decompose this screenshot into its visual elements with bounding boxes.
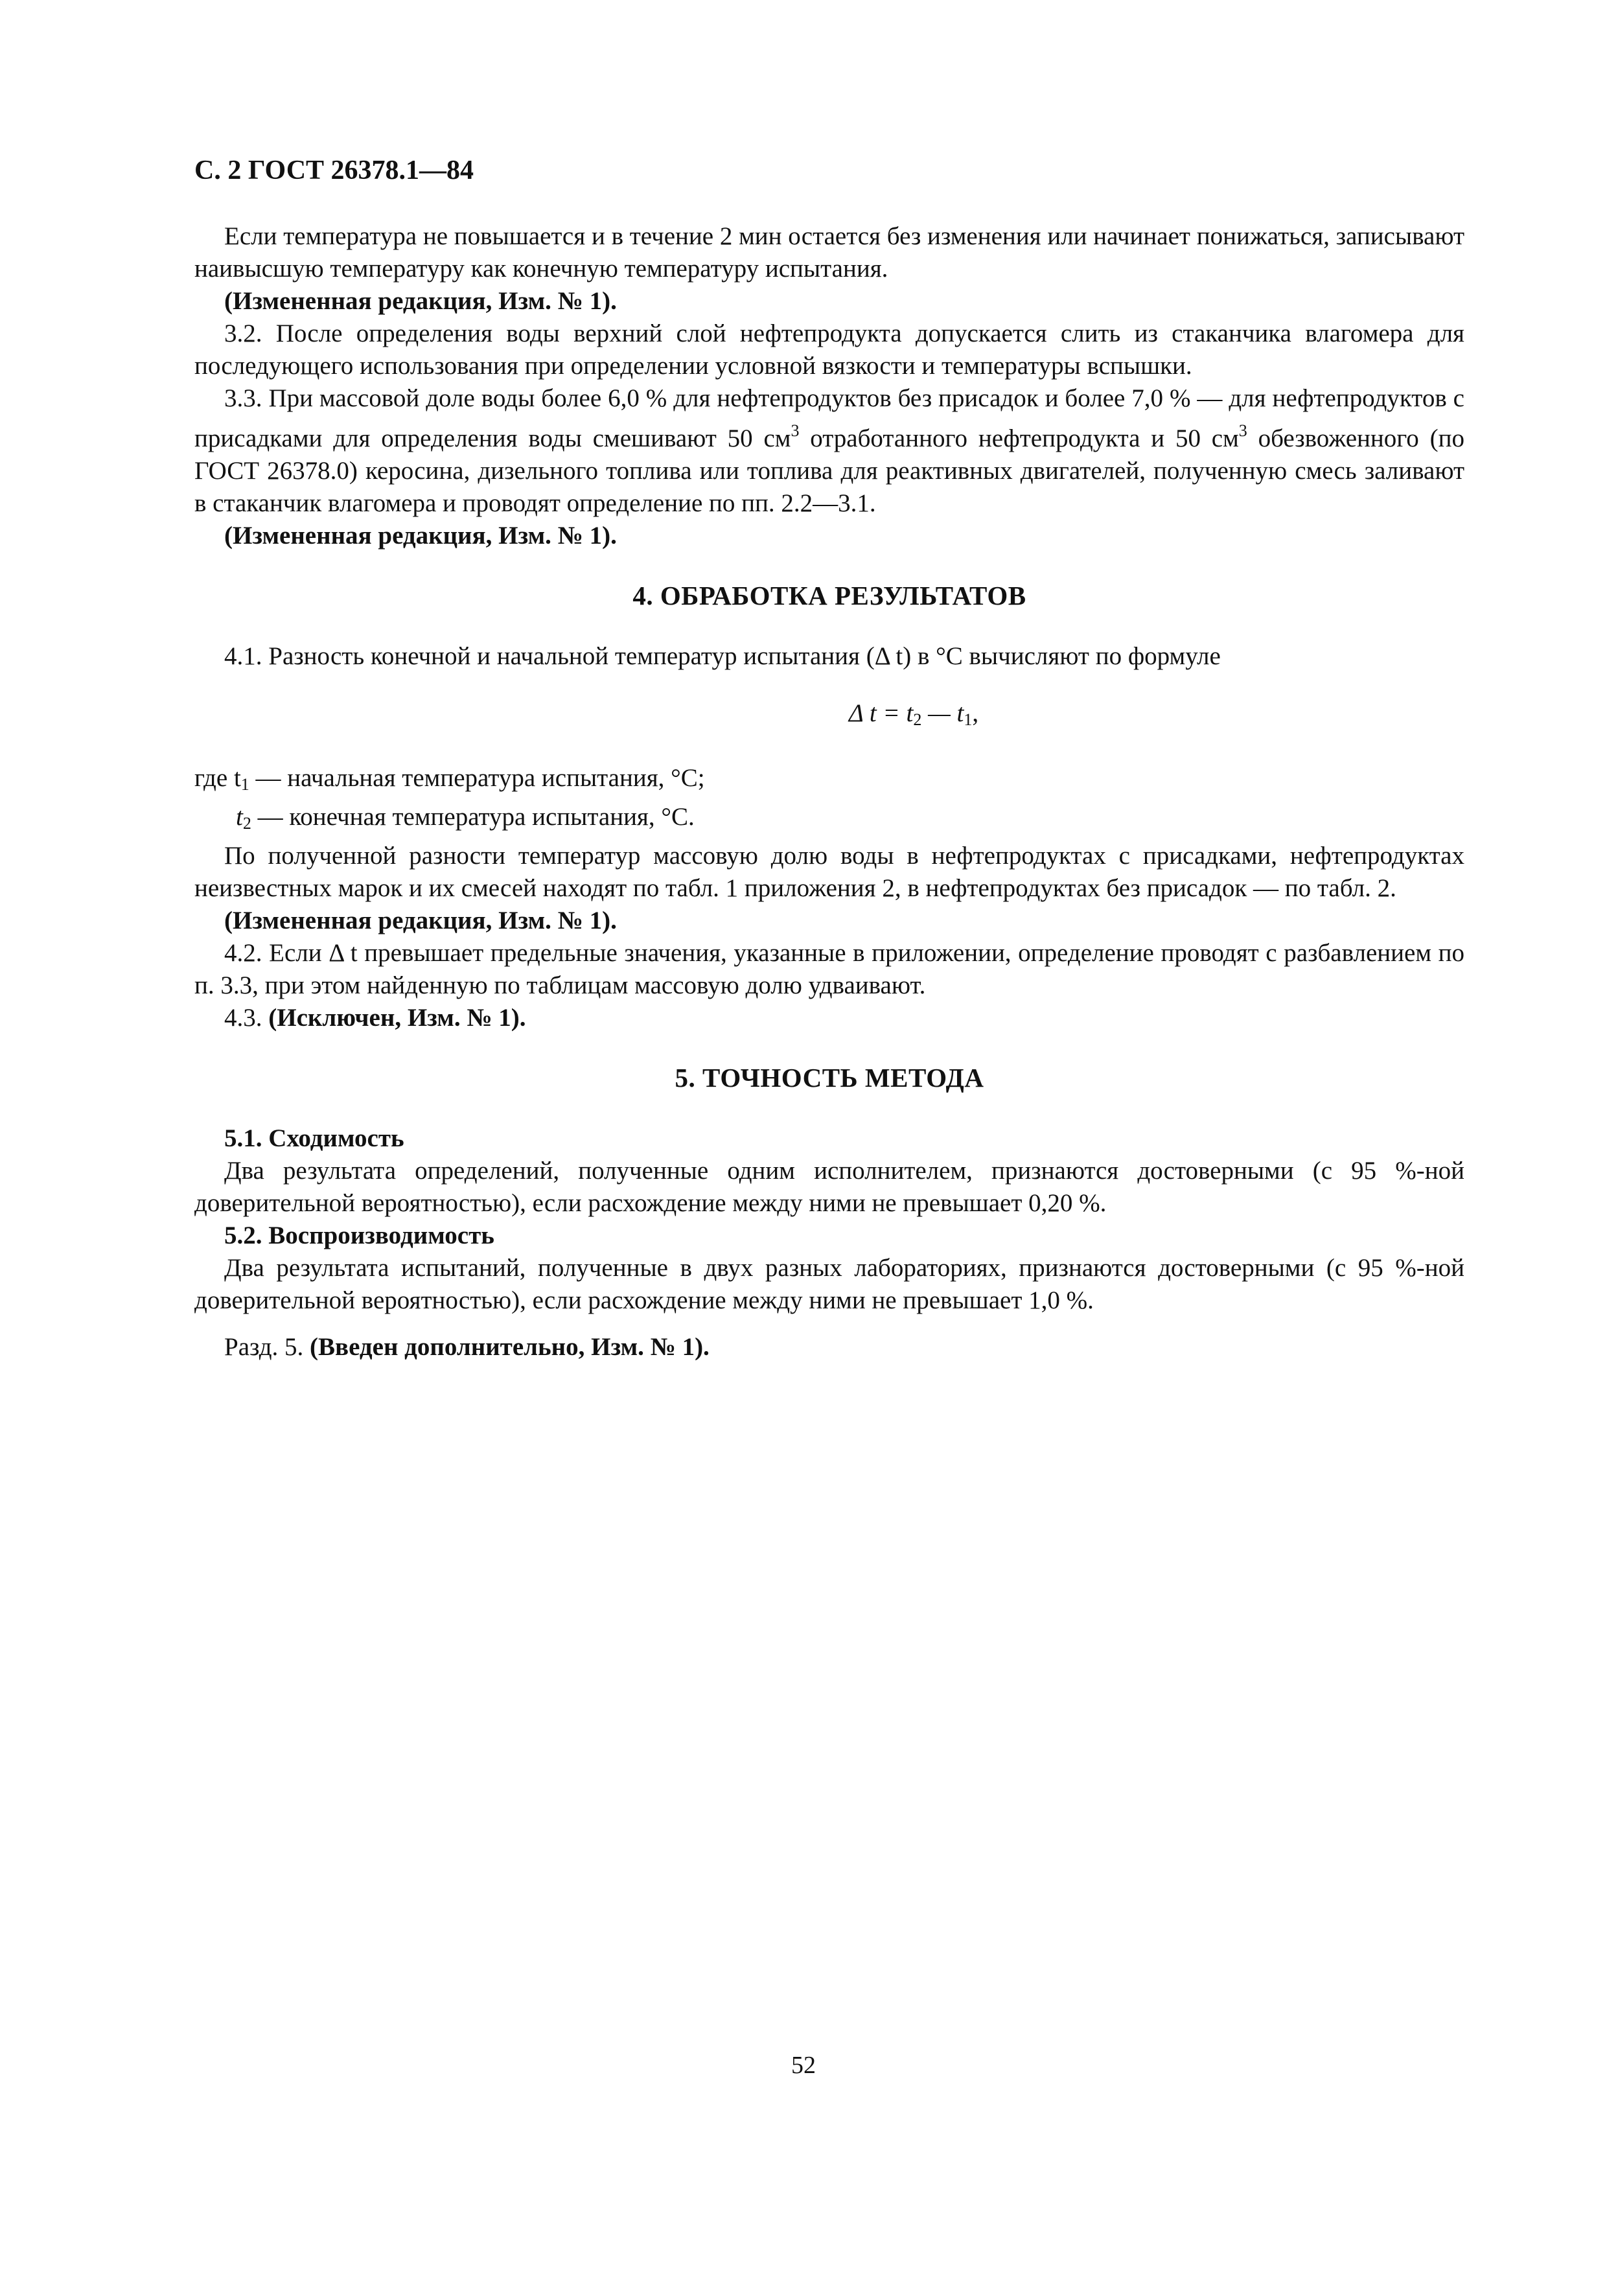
section-title-4: 4. ОБРАБОТКА РЕЗУЛЬТАТОВ xyxy=(632,581,1026,610)
subsection-title-5-2: 5.2. Воспроизводимость xyxy=(224,1222,494,1249)
paragraph-4-3: 4.3. (Исключен, Изм. № 1). xyxy=(224,1004,526,1032)
amendment-note: (Измененная редакция, Изм. № 1). xyxy=(224,907,617,934)
formula-legend-t2: $t_2$ — конечная температура испытания, °С. xyxy=(236,803,695,833)
formula-legend-t1: где $t_1$ — начальная температура испытания, °С; xyxy=(194,764,705,794)
page-header: С. 2 ГОСТ 26378.1—84 xyxy=(194,156,474,185)
paragraph-3-1-end: Если температура не повышается и в течение 2 мин остается без изменения или начинает понижаться, записывают наивысшую температуру как конечную температуру испытания. xyxy=(194,222,1464,283)
paragraph-4-2: 4.2. Если Δ t превышает предельные значения, указанные в приложении, определение проводят с разбавлением по п. 3.3, при этом найденную по таблицам массовую долю удваивают. xyxy=(194,939,1464,999)
section-title-5: 5. ТОЧНОСТЬ МЕТОДА xyxy=(675,1063,984,1093)
subsection-title-5-1: 5.1. Сходимость xyxy=(224,1124,404,1152)
paragraph-5-2: Два результата испытаний, полученные в двух разных лабораториях, признаются достоверными (с 95 %-ной доверительной вероятностью), если расхождение между ними не превышает 1,0 %. xyxy=(194,1254,1464,1314)
paragraph-4-1: 4.1. Разность конечной и начальной температур испытания (Δ t) в °С вычисляют по формуле xyxy=(224,642,1221,670)
formula: Δ $t = t_2$ — $t_1$, xyxy=(848,699,979,729)
page-number: 52 xyxy=(791,2052,816,2079)
paragraph-5-1: Два результата определений, полученные одним исполнителем, признаются достоверными (с 95 %-ной доверительной вероятностью), если расхождение между ними не превышает 0,20 %. xyxy=(194,1157,1464,1217)
document-body xyxy=(194,220,1464,1363)
amendment-note: (Измененная редакция, Изм. № 1). xyxy=(224,287,617,315)
amendment-note: (Измененная редакция, Изм. № 1). xyxy=(224,522,617,550)
paragraph-3-3: 3.3. При массовой доле воды более 6,0 % для нефтепродуктов без присадок и более 7,0 % — для нефтепродуктов с присадками для определения воды смешивают 50 $см^3$ отработанного нефтепродукта и 50 $см^3$ обезвоженного (по ГОСТ 26378.0) керосина, дизельного топлива или топлива для реактивных двигателей, полученную смесь заливают в стаканчик влагомера и проводят определение по пп. 2.2—3.1. xyxy=(194,384,1464,517)
paragraph-4-1-continued: По полученной разности температур массовую долю воды в нефтепродуктах с присадками, нефтепродуктах неизвестных марок и их смесей находят по табл. 1 приложения 2, в нефтепродуктах без присадок — по табл. 2. xyxy=(194,842,1464,902)
section-5-note: Разд. 5. (Введен дополнительно, Изм. № 1). xyxy=(224,1333,710,1361)
paragraph-3-2: 3.2. После определения воды верхний слой нефтепродукта допускается слить из стаканчика влагомера для последующего использования при определении условной вязкости и температуры вспышки. xyxy=(194,319,1464,380)
